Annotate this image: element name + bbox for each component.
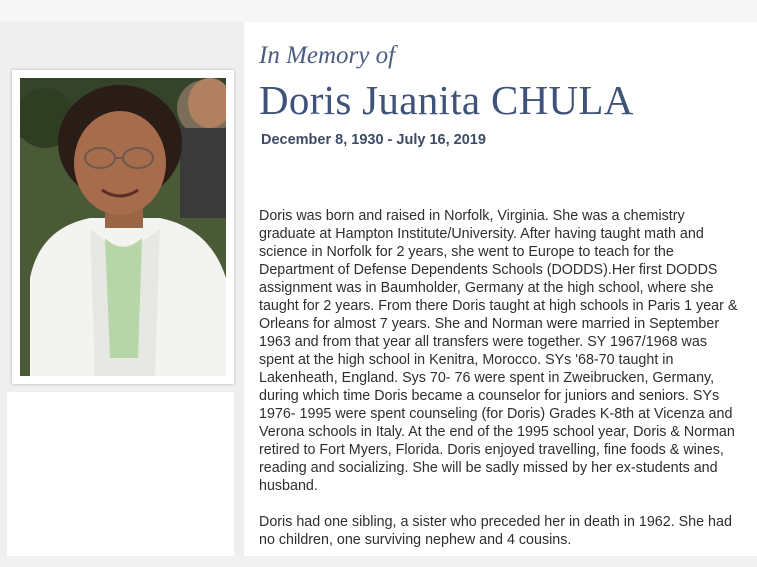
life-dates: December 8, 1930 - July 16, 2019: [261, 132, 486, 148]
portrait-photo: [20, 78, 226, 376]
portrait-frame: [12, 70, 234, 384]
biography-paragraph: Doris had one sibling, a sister who preceded her in death in 1962. She had no children, one surviving nephew and 4 cousins.: [259, 514, 732, 548]
deceased-name: Doris Juanita CHULA: [259, 77, 634, 123]
biography-paragraph: Doris was born and raised in Norfolk, Virginia. She was a chemistry graduate at Hampton Institute/University. After having taught math and science in Norfolk for 2 years, she went to Europe to teach for the Department of Defense Dependents Schools (DODDS).Her first DODDS assignment was in Baumholder, Germany at the high school, where she taught for 2 years. From there Doris taught at high schools in Paris 1 year & Orleans for almost 7 years. She and Norman were married in September 1963 and from that year all transfers were together. SY 1967/1968 was spent at the high school in Kenitra, Morocco. SYs '68-70 taught in Lakenheath, England. Sys 70- 76 were spent in Zweibrucken, Germany, during which time Doris became a counselor for juniors and seniors. SYs 1976- 1995 were spent counseling (for Doris) Grades K-8th at Vicenza and Verona schools in Italy. At the end of the 1995 school year, Doris & Norman retired to Fort Myers, Florida. Doris enjoyed travelling, fine foods & wines, reading and socializing. She will be sadly missed by her ex-students and husband.: [259, 208, 738, 494]
obituary-heading: [259, 40, 749, 149]
top-strip: [0, 0, 757, 22]
portrait-illustration: [20, 78, 226, 376]
obituary-content: [244, 22, 757, 556]
biography: [259, 207, 744, 567]
in-memory-label: In Memory of: [259, 42, 396, 69]
sidebar-white-panel: [7, 392, 234, 556]
